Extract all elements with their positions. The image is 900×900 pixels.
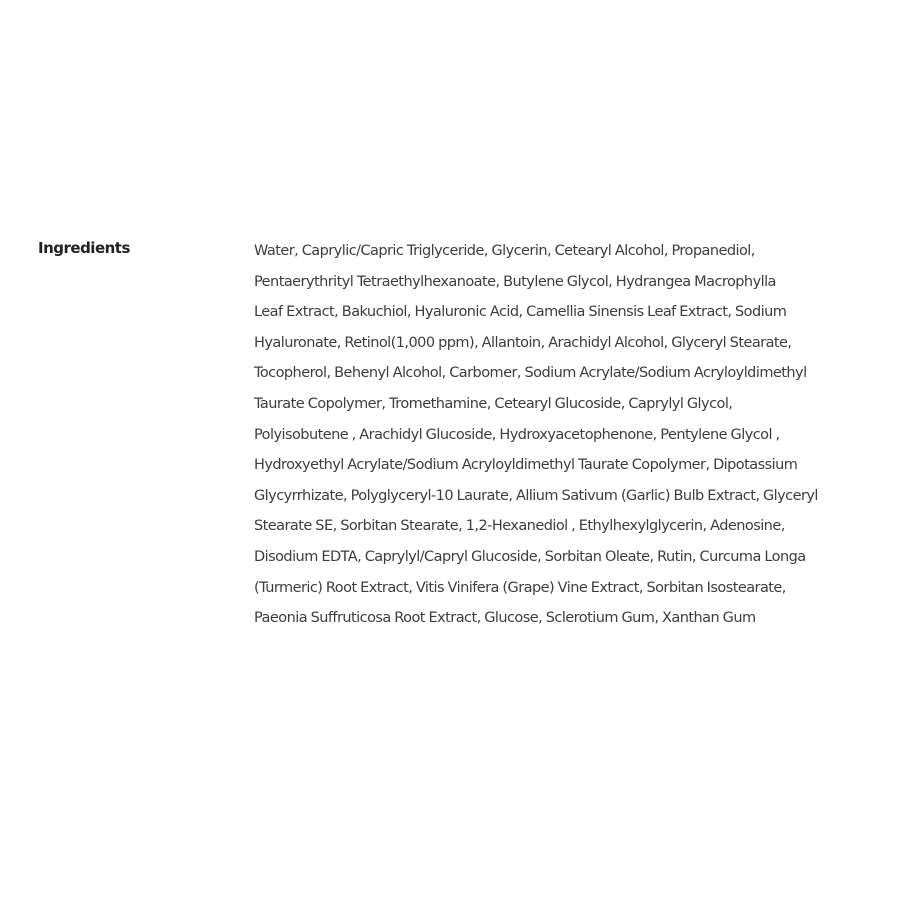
ingredient-line: Disodium EDTA, Caprylyl/Capryl Glucoside, Sorbitan Oleate, Rutin, Curcuma Longa	[254, 548, 806, 565]
ingredient-line: Tocopherol, Behenyl Alcohol, Carbomer, Sodium Acrylate/Sodium Acryloyldimethyl	[254, 365, 807, 382]
ingredients-heading: Ingredients	[38, 239, 130, 257]
ingredient-line: Hyaluronate, Retinol(1,000 ppm), Allantoin, Arachidyl Alcohol, Glyceryl Stearate,	[254, 334, 792, 351]
ingredient-line: Leaf Extract, Bakuchiol, Hyaluronic Acid, Camellia Sinensis Leaf Extract, Sodium	[254, 304, 787, 321]
ingredient-line: (Turmeric) Root Extract, Vitis Vinifera (Grape) Vine Extract, Sorbitan Isostearate,	[254, 579, 786, 596]
ingredient-line: Paeonia Suffruticosa Root Extract, Glucose, Sclerotium Gum, Xanthan Gum	[254, 610, 756, 627]
ingredient-line: Stearate SE, Sorbitan Stearate, 1,2-Hexanediol , Ethylhexylglycerin, Adenosine,	[254, 518, 785, 535]
ingredient-line: Hydroxyethyl Acrylate/Sodium Acryloyldimethyl Taurate Copolymer, Dipotassium	[254, 457, 798, 474]
ingredient-line: Taurate Copolymer, Tromethamine, Cetearyl Glucoside, Caprylyl Glycol,	[254, 395, 733, 412]
ingredient-line: Water, Caprylic/Capric Triglyceride, Glycerin, Cetearyl Alcohol, Propanediol,	[254, 243, 755, 259]
ingredient-line: Glycyrrhizate, Polyglyceryl-10 Laurate, Allium Sativum (Garlic) Bulb Extract, Glyceryl	[254, 487, 818, 504]
ingredient-list	[254, 236, 874, 634]
ingredient-line: Polyisobutene , Arachidyl Glucoside, Hydroxyacetophenone, Pentylene Glycol ,	[254, 426, 780, 443]
ingredient-line: Pentaerythrityl Tetraethylhexanoate, Butylene Glycol, Hydrangea Macrophylla	[254, 273, 776, 290]
